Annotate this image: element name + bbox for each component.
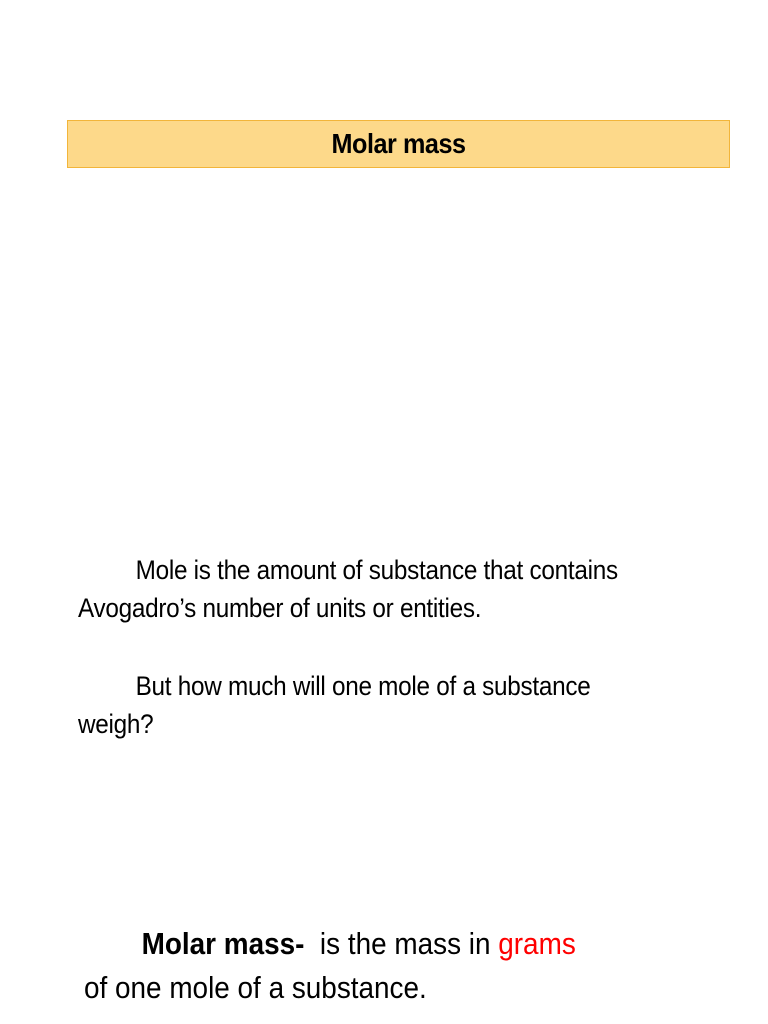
- definition-text: is the mass in: [319, 926, 491, 961]
- slide-title-bar: [67, 120, 730, 168]
- paragraph-line: But how much will one mole of a substance: [135, 671, 591, 701]
- paragraph-line: weigh?: [78, 709, 154, 739]
- paragraph-line: Mole is the amount of substance that contains: [135, 555, 618, 585]
- definition-line: of one mole of a substance.: [84, 970, 427, 1005]
- definition-line: [84, 922, 576, 966]
- definition-term: Molar mass-: [141, 926, 305, 961]
- paragraph-line: Avogadro’s number of units or entities.: [78, 593, 482, 623]
- paragraph-question: [78, 667, 718, 743]
- molar-mass-definition: [84, 922, 630, 1010]
- definition-highlight: grams: [498, 926, 576, 961]
- slide-title: Molar mass: [331, 128, 466, 159]
- paragraph-mole-definition: [78, 551, 718, 627]
